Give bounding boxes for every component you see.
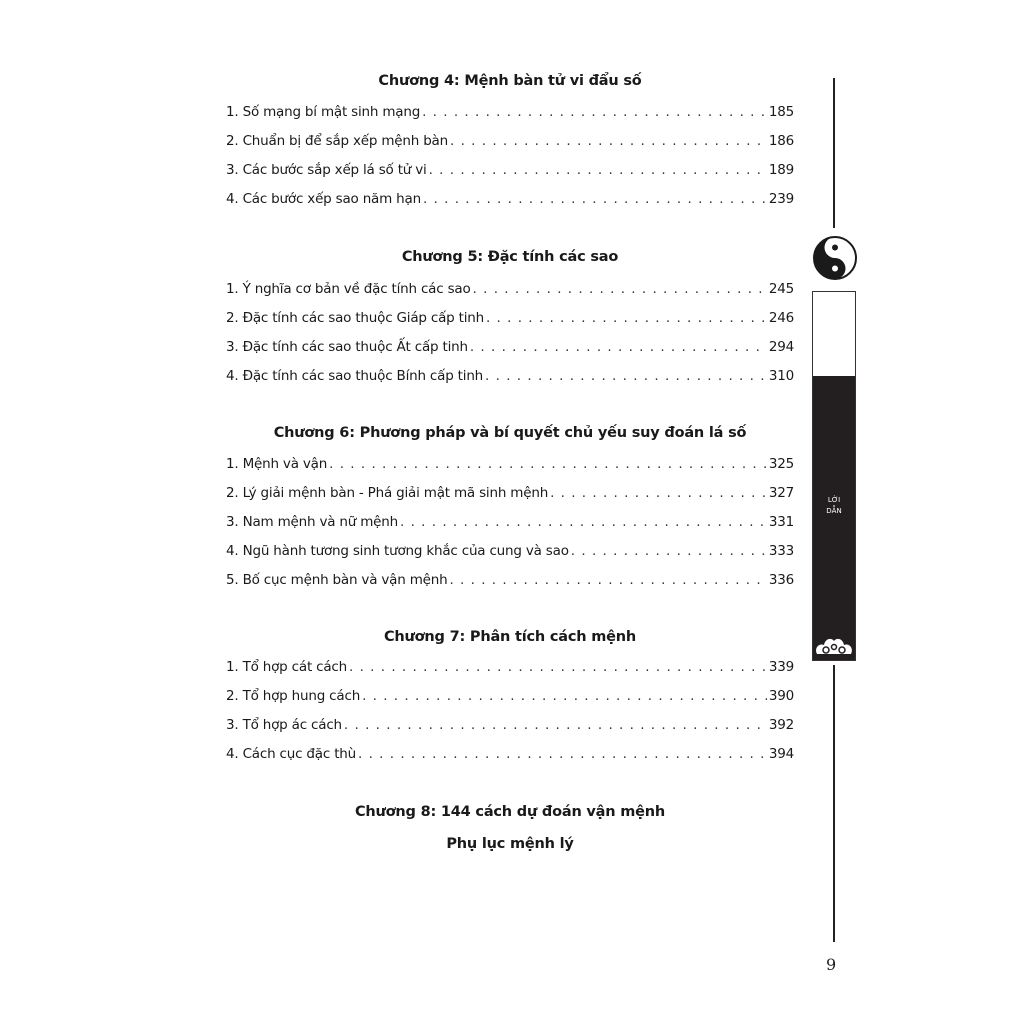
entry-title: 2. Lý giải mệnh bàn - Phá giải mật mã sinh mệnh [226, 485, 549, 501]
toc-entry[interactable] [226, 514, 794, 530]
entry-title: 2. Tổ hợp hung cách [226, 688, 361, 704]
toc-entry[interactable] [226, 368, 794, 384]
yin-yang-icon [812, 235, 858, 281]
entry-page: 331 [768, 514, 794, 530]
chapter-heading: Chương 6: Phương pháp và bí quyết chủ yếu suy đoán lá số [273, 425, 747, 441]
page-number: 9 [826, 955, 837, 974]
cloud-ornament-icon [814, 634, 854, 658]
entry-title: 3. Đặc tính các sao thuộc Ất cấp tinh [226, 339, 468, 355]
divider-line [833, 78, 835, 228]
chapter-heading: Chương 7: Phân tích cách mệnh [383, 629, 637, 645]
section-tab-fill [813, 376, 855, 660]
entry-title: 1. Tổ hợp cát cách [226, 659, 347, 675]
entry-page: 336 [768, 572, 794, 588]
entry-title: 1. Số mạng bí mật sinh mạng [226, 104, 421, 120]
entry-page: 394 [768, 746, 794, 762]
appendix-heading: Phụ lục mệnh lý [446, 836, 574, 852]
toc-entry[interactable] [226, 717, 794, 733]
entry-title: 1. Mệnh và vận [226, 456, 328, 472]
toc-entry[interactable] [226, 485, 794, 501]
toc-entry[interactable] [226, 104, 794, 120]
toc-entry[interactable] [226, 310, 794, 326]
section-tab[interactable] [812, 291, 856, 661]
entry-title: 3. Các bước sắp xếp lá số tử vi [226, 162, 427, 178]
toc-entry[interactable] [226, 281, 794, 297]
entry-title: 5. Bố cục mệnh bàn và vận mệnh [226, 572, 448, 588]
entry-title: 2. Chuẩn bị để sắp xếp mệnh bàn [226, 133, 448, 149]
toc-entry[interactable] [226, 659, 794, 675]
entry-page: 339 [768, 659, 794, 675]
entry-page: 327 [768, 485, 794, 501]
toc-entry[interactable] [226, 572, 794, 588]
entry-page: 390 [768, 688, 794, 704]
entry-page: 186 [768, 133, 794, 149]
entry-page: 189 [768, 162, 794, 178]
entry-title: 1. Ý nghĩa cơ bản về đặc tính các sao [226, 281, 471, 297]
entry-title: 2. Đặc tính các sao thuộc Giáp cấp tinh [226, 310, 484, 326]
entry-title: 4. Cách cục đặc thù [226, 746, 356, 762]
toc-entry[interactable] [226, 191, 794, 207]
chapter-heading: Chương 4: Mệnh bàn tử vi đẩu số [378, 73, 642, 89]
toc-entry[interactable] [226, 688, 794, 704]
entry-page: 333 [768, 543, 794, 559]
entry-page: 246 [768, 310, 794, 326]
divider-line [833, 665, 835, 942]
section-tab-label: LỜI DẪN [826, 496, 842, 515]
entry-title: 3. Tổ hợp ác cách [226, 717, 342, 733]
toc-entry[interactable] [226, 746, 794, 762]
entry-page: 185 [768, 104, 794, 120]
toc-entry[interactable] [226, 162, 794, 178]
entry-page: 245 [768, 281, 794, 297]
chapter-heading: Chương 5: Đặc tính các sao [401, 249, 619, 265]
toc-entry[interactable] [226, 456, 794, 472]
entry-page: 325 [768, 456, 794, 472]
entry-title: 4. Ngũ hành tương sinh tương khắc của cung và sao [226, 543, 569, 559]
entry-title: 3. Nam mệnh và nữ mệnh [226, 514, 398, 530]
toc-entry[interactable] [226, 543, 794, 559]
entry-page: 310 [768, 368, 794, 384]
chapter-heading: Chương 8: 144 cách dự đoán vận mệnh [354, 804, 666, 820]
toc-entry[interactable] [226, 339, 794, 355]
entry-page: 392 [768, 717, 794, 733]
toc-entry[interactable] [226, 133, 794, 149]
entry-page: 294 [768, 339, 794, 355]
entry-page: 239 [768, 191, 794, 207]
entry-title: 4. Đặc tính các sao thuộc Bính cấp tinh [226, 368, 484, 384]
entry-title: 4. Các bước xếp sao năm hạn [226, 191, 421, 207]
